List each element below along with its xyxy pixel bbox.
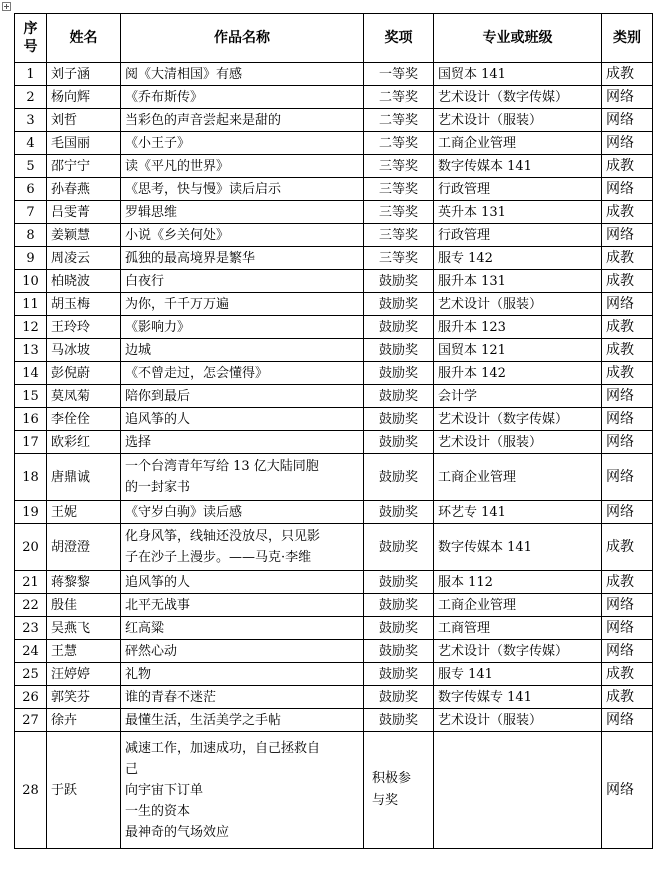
cell-category: 网络 xyxy=(602,617,653,640)
cell-name: 欧彩红 xyxy=(47,431,121,454)
cell-work: 当彩色的声音尝起来是甜的 xyxy=(121,109,364,132)
cell-award xyxy=(364,732,434,849)
cell-major: 行政管理 xyxy=(434,178,602,201)
cell-award: 鼓励奖 xyxy=(364,524,434,571)
cell-name: 毛国丽 xyxy=(47,132,121,155)
table-row xyxy=(15,63,653,86)
cell-category: 成教 xyxy=(602,339,653,362)
cell-major: 数字传媒专 141 xyxy=(434,686,602,709)
cell-no: 19 xyxy=(15,501,47,524)
cell-no: 20 xyxy=(15,524,47,571)
cell-name: 柏晓波 xyxy=(47,270,121,293)
cell-category: 成教 xyxy=(602,686,653,709)
cell-name: 彭倪蔚 xyxy=(47,362,121,385)
table-row xyxy=(15,594,653,617)
cell-no: 15 xyxy=(15,385,47,408)
cell-work-line: 一个台湾青年写给 13 亿大陆同胞 xyxy=(125,459,319,474)
table-row xyxy=(15,686,653,709)
cell-name: 李佺佺 xyxy=(47,408,121,431)
cell-category: 网络 xyxy=(602,501,653,524)
table-row xyxy=(15,732,653,849)
cell-category: 网络 xyxy=(602,86,653,109)
cell-award: 三等奖 xyxy=(364,247,434,270)
cell-category: 网络 xyxy=(602,709,653,732)
cell-major: 服本 112 xyxy=(434,571,602,594)
cell-work-line: 的一封家书 xyxy=(125,480,191,495)
cell-category: 成教 xyxy=(602,362,653,385)
cell-major: 环艺专 141 xyxy=(434,501,602,524)
cell-major: 工商企业管理 xyxy=(434,454,602,501)
cell-name: 邵宁宁 xyxy=(47,155,121,178)
cell-no: 2 xyxy=(15,86,47,109)
cell-no: 13 xyxy=(15,339,47,362)
cell-work: 阅《大清相国》有感 xyxy=(121,63,364,86)
cell-award-line: 与奖 xyxy=(372,793,399,808)
cell-major: 艺术设计（服装） xyxy=(434,431,602,454)
cell-category: 成教 xyxy=(602,663,653,686)
table-row xyxy=(15,385,653,408)
cell-work: 追风筝的人 xyxy=(121,571,364,594)
cell-work-line: 减速工作，加速成功，自己拯救自 xyxy=(125,740,321,756)
cell-award: 鼓励奖 xyxy=(364,293,434,316)
cell-category: 成教 xyxy=(602,571,653,594)
cell-major xyxy=(434,732,602,849)
cell-major: 服升本 131 xyxy=(434,270,602,293)
cell-major: 艺术设计（数字传媒） xyxy=(434,86,602,109)
cell-no: 3 xyxy=(15,109,47,132)
cell-category: 网络 xyxy=(602,732,653,849)
table-row xyxy=(15,408,653,431)
cell-work: 谁的青春不迷茫 xyxy=(121,686,364,709)
cell-name: 汪婷婷 xyxy=(47,663,121,686)
cell-name: 王妮 xyxy=(47,501,121,524)
cell-work: 最懂生活，生活美学之手帖 xyxy=(121,709,364,732)
cell-name: 吴燕飞 xyxy=(47,617,121,640)
cell-no: 23 xyxy=(15,617,47,640)
cell-award: 二等奖 xyxy=(364,109,434,132)
cell-no: 17 xyxy=(15,431,47,454)
cell-name: 孙春燕 xyxy=(47,178,121,201)
awards-table xyxy=(14,13,653,849)
cell-no: 6 xyxy=(15,178,47,201)
cell-name: 杨向辉 xyxy=(47,86,121,109)
table-row xyxy=(15,431,653,454)
cell-award: 鼓励奖 xyxy=(364,408,434,431)
cell-work: 北平无战事 xyxy=(121,594,364,617)
cell-no: 21 xyxy=(15,571,47,594)
cell-name: 姜颖慧 xyxy=(47,224,121,247)
cell-no: 22 xyxy=(15,594,47,617)
cell-category: 网络 xyxy=(602,132,653,155)
cell-award: 鼓励奖 xyxy=(364,501,434,524)
cell-no: 27 xyxy=(15,709,47,732)
cell-major: 工商管理 xyxy=(434,617,602,640)
cell-no: 4 xyxy=(15,132,47,155)
cell-work-line: 己 xyxy=(125,761,139,777)
table-row xyxy=(15,293,653,316)
table-row xyxy=(15,178,653,201)
table-row xyxy=(15,663,653,686)
cell-no: 14 xyxy=(15,362,47,385)
cell-category: 网络 xyxy=(602,109,653,132)
cell-name: 莫凤菊 xyxy=(47,385,121,408)
cell-major: 国贸本 141 xyxy=(434,63,602,86)
table-row xyxy=(15,155,653,178)
cell-name: 周凌云 xyxy=(47,247,121,270)
cell-work: 白夜行 xyxy=(121,270,364,293)
cell-no: 24 xyxy=(15,640,47,663)
cell-work-line: 化身风筝，线轴还没放尽，只见影 xyxy=(125,529,321,544)
cell-award: 鼓励奖 xyxy=(364,270,434,293)
cell-no: 12 xyxy=(15,316,47,339)
cell-work: 追风筝的人 xyxy=(121,408,364,431)
cell-award: 三等奖 xyxy=(364,201,434,224)
cell-major: 服升本 142 xyxy=(434,362,602,385)
cell-no: 28 xyxy=(15,732,47,849)
cell-work: 罗辑思维 xyxy=(121,201,364,224)
cell-work xyxy=(121,454,364,501)
cell-name: 胡澄澄 xyxy=(47,524,121,571)
cell-name: 唐鼎诚 xyxy=(47,454,121,501)
cell-name: 于跃 xyxy=(47,732,121,849)
table-row xyxy=(15,524,653,571)
cell-major: 工商企业管理 xyxy=(434,594,602,617)
cell-category: 网络 xyxy=(602,594,653,617)
cell-category: 网络 xyxy=(602,431,653,454)
header-no: 序号 xyxy=(15,14,47,63)
cell-award: 一等奖 xyxy=(364,63,434,86)
cell-major: 数字传媒本 141 xyxy=(434,155,602,178)
cell-name: 殷佳 xyxy=(47,594,121,617)
cell-award: 鼓励奖 xyxy=(364,431,434,454)
cell-work: 《不曾走过，怎会懂得》 xyxy=(121,362,364,385)
cell-no: 1 xyxy=(15,63,47,86)
cell-name: 郭笑芬 xyxy=(47,686,121,709)
cell-award: 三等奖 xyxy=(364,155,434,178)
cell-category: 网络 xyxy=(602,293,653,316)
table-row xyxy=(15,224,653,247)
cell-work-line: 一生的资本 xyxy=(125,803,191,819)
cell-major: 英升本 131 xyxy=(434,201,602,224)
cell-category: 成教 xyxy=(602,201,653,224)
cell-work: 《小王子》 xyxy=(121,132,364,155)
cell-category: 网络 xyxy=(602,640,653,663)
cell-category: 成教 xyxy=(602,316,653,339)
cell-major: 艺术设计（服装） xyxy=(434,293,602,316)
cell-no: 7 xyxy=(15,201,47,224)
cell-work-line: 向宇宙下订单 xyxy=(125,782,204,798)
cell-major: 会计学 xyxy=(434,385,602,408)
cell-award: 鼓励奖 xyxy=(364,686,434,709)
cell-award: 鼓励奖 xyxy=(364,339,434,362)
cell-award: 二等奖 xyxy=(364,86,434,109)
cell-major: 国贸本 121 xyxy=(434,339,602,362)
cell-category: 成教 xyxy=(602,155,653,178)
cell-name: 胡玉梅 xyxy=(47,293,121,316)
table-anchor-icon[interactable] xyxy=(2,2,11,11)
cell-major: 艺术设计（数字传媒） xyxy=(434,640,602,663)
header-work: 作品名称 xyxy=(121,14,364,63)
cell-award: 鼓励奖 xyxy=(364,362,434,385)
table-row xyxy=(15,571,653,594)
header-category: 类别 xyxy=(602,14,653,63)
cell-work-line: 子在沙子上漫步。——马克·李维 xyxy=(125,550,312,565)
cell-work: 红高粱 xyxy=(121,617,364,640)
cell-work: 砰然心动 xyxy=(121,640,364,663)
cell-name: 刘子涵 xyxy=(47,63,121,86)
cell-work: 《乔布斯传》 xyxy=(121,86,364,109)
cell-work xyxy=(121,524,364,571)
table-row xyxy=(15,270,653,293)
cell-category: 成教 xyxy=(602,524,653,571)
cell-work: 边城 xyxy=(121,339,364,362)
cell-category: 成教 xyxy=(602,63,653,86)
header-major: 专业或班级 xyxy=(434,14,602,63)
cell-award: 鼓励奖 xyxy=(364,594,434,617)
cell-name: 王玲玲 xyxy=(47,316,121,339)
cell-no: 9 xyxy=(15,247,47,270)
cell-no: 26 xyxy=(15,686,47,709)
cell-major: 艺术设计（服装） xyxy=(434,709,602,732)
cell-major: 服专 142 xyxy=(434,247,602,270)
cell-major: 服专 141 xyxy=(434,663,602,686)
table-row xyxy=(15,709,653,732)
cell-name: 蒋黎黎 xyxy=(47,571,121,594)
cell-award-line: 积极参 xyxy=(372,771,412,786)
table-row xyxy=(15,201,653,224)
cell-award: 鼓励奖 xyxy=(364,571,434,594)
cell-major: 数字传媒本 141 xyxy=(434,524,602,571)
cell-category: 成教 xyxy=(602,247,653,270)
cell-work xyxy=(121,732,364,849)
cell-work: 《思考，快与慢》读后启示 xyxy=(121,178,364,201)
cell-no: 25 xyxy=(15,663,47,686)
cell-category: 网络 xyxy=(602,224,653,247)
cell-work: 《影响力》 xyxy=(121,316,364,339)
cell-award: 三等奖 xyxy=(364,224,434,247)
cell-work: 礼物 xyxy=(121,663,364,686)
cell-work: 《守岁白驹》读后感 xyxy=(121,501,364,524)
cell-award: 鼓励奖 xyxy=(364,316,434,339)
table-row xyxy=(15,247,653,270)
cell-work: 孤独的最高境界是繁华 xyxy=(121,247,364,270)
cell-category: 网络 xyxy=(602,408,653,431)
cell-category: 网络 xyxy=(602,178,653,201)
cell-category: 网络 xyxy=(602,454,653,501)
table-row xyxy=(15,640,653,663)
cell-major: 艺术设计（数字传媒） xyxy=(434,408,602,431)
header-name: 姓名 xyxy=(47,14,121,63)
cell-major: 艺术设计（服装） xyxy=(434,109,602,132)
cell-work: 读《平凡的世界》 xyxy=(121,155,364,178)
cell-award: 三等奖 xyxy=(364,178,434,201)
table-row xyxy=(15,132,653,155)
cell-work-line: 最神奇的气场效应 xyxy=(125,824,230,840)
cell-award: 鼓励奖 xyxy=(364,709,434,732)
table-row xyxy=(15,316,653,339)
cell-work: 为你，千千万万遍 xyxy=(121,293,364,316)
cell-award: 二等奖 xyxy=(364,132,434,155)
cell-work: 陪你到最后 xyxy=(121,385,364,408)
cell-no: 8 xyxy=(15,224,47,247)
cell-no: 5 xyxy=(15,155,47,178)
table-row xyxy=(15,109,653,132)
cell-name: 王慧 xyxy=(47,640,121,663)
cell-category: 网络 xyxy=(602,385,653,408)
table-row xyxy=(15,501,653,524)
cell-no: 11 xyxy=(15,293,47,316)
cell-name: 马冰坡 xyxy=(47,339,121,362)
table-row xyxy=(15,86,653,109)
cell-major: 工商企业管理 xyxy=(434,132,602,155)
table-header-row xyxy=(15,14,653,63)
table-row xyxy=(15,362,653,385)
cell-name: 吕雯菁 xyxy=(47,201,121,224)
cell-work: 选择 xyxy=(121,431,364,454)
cell-award: 鼓励奖 xyxy=(364,663,434,686)
cell-no: 16 xyxy=(15,408,47,431)
table-row xyxy=(15,454,653,501)
cell-major: 服升本 123 xyxy=(434,316,602,339)
table-row xyxy=(15,617,653,640)
cell-award: 鼓励奖 xyxy=(364,640,434,663)
header-award: 奖项 xyxy=(364,14,434,63)
cell-name: 刘哲 xyxy=(47,109,121,132)
cell-major: 行政管理 xyxy=(434,224,602,247)
cell-award: 鼓励奖 xyxy=(364,385,434,408)
cell-no: 10 xyxy=(15,270,47,293)
cell-award: 鼓励奖 xyxy=(364,617,434,640)
cell-no: 18 xyxy=(15,454,47,501)
table-row xyxy=(15,339,653,362)
cell-award: 鼓励奖 xyxy=(364,454,434,501)
cell-name: 徐卉 xyxy=(47,709,121,732)
cell-category: 成教 xyxy=(602,270,653,293)
cell-work: 小说《乡关何处》 xyxy=(121,224,364,247)
